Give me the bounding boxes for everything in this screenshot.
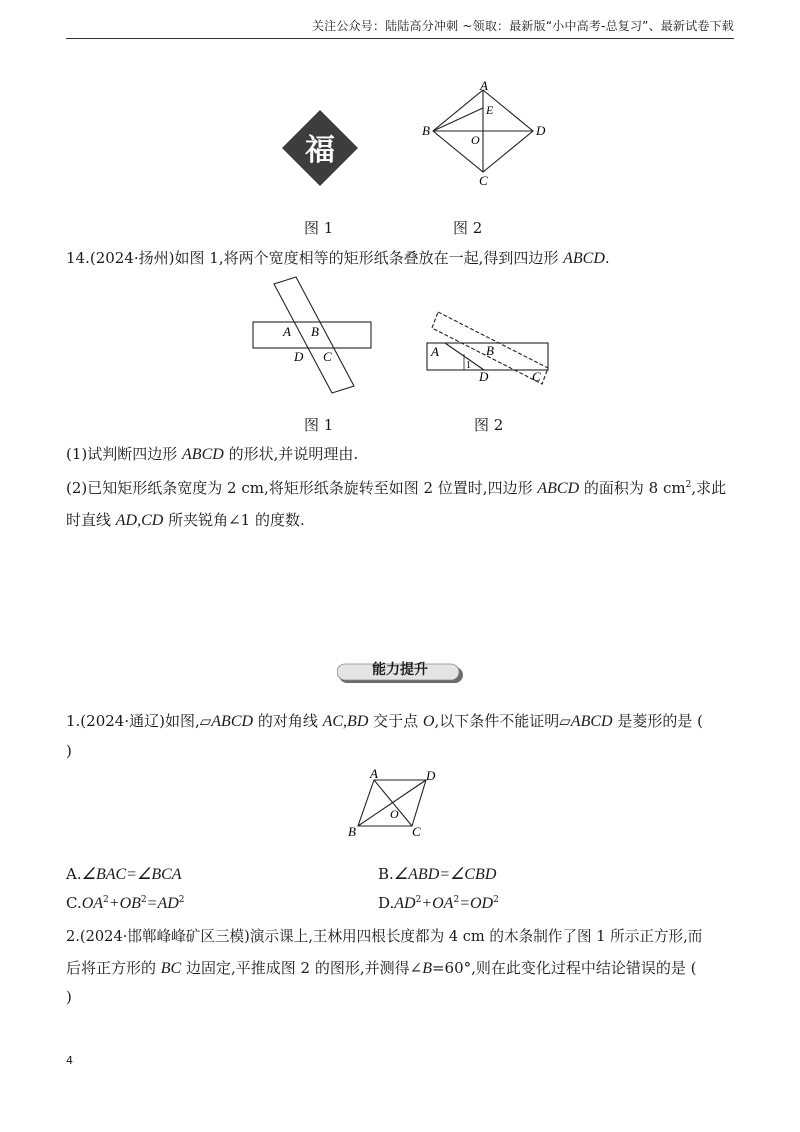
option-b-text: ∠ABD=∠CBD <box>393 866 497 883</box>
q14-shape: ABCD <box>563 250 605 267</box>
option-d-p3: =OD <box>459 895 494 912</box>
q1-mid2: 交于点 <box>368 712 423 730</box>
q14-part1-b: 的形状,并说明理由. <box>223 445 359 463</box>
q14-suffix: . <box>604 249 610 267</box>
option-a-label: A. <box>66 865 82 883</box>
q14-prefix: 14.(2024·扬州)如图 1,将两个宽度相等的矩形纸条叠放在一起,得到四边形 <box>66 249 564 267</box>
q14-part2-line2-b: 所夹锐角∠1 的度数. <box>163 511 305 529</box>
fig2-caption-top: 图 2 <box>453 219 483 237</box>
q14-figure-2 <box>424 310 552 386</box>
label-c: C <box>532 369 541 384</box>
label-a: A <box>431 344 439 359</box>
segment-be <box>433 108 483 131</box>
option-a-text: ∠BAC=∠BCA <box>81 866 182 883</box>
q1-prefix: 1.(2024·通辽)如图,▱ <box>66 712 212 730</box>
label-d: D <box>536 123 546 138</box>
label-d: D <box>426 768 436 783</box>
page-number: 4 <box>66 1054 73 1067</box>
label-d: D <box>294 349 304 364</box>
option-d-p2: +OA <box>421 895 454 912</box>
section-title: 能力提升 <box>372 662 428 678</box>
label-b: B <box>348 824 356 838</box>
q1-point: O <box>422 713 435 730</box>
q14-part2 <box>66 477 726 498</box>
q2-line2-a: 后将正方形的 <box>66 959 161 977</box>
label-b: B <box>486 343 494 358</box>
label-angle-1: 1 <box>466 360 471 371</box>
rhombus-figure-top <box>420 78 560 190</box>
label-b: B <box>311 324 319 339</box>
q14-part2-line2-a: 时直线 <box>66 511 116 529</box>
page-header <box>66 0 734 39</box>
label-b: B <box>422 123 430 138</box>
q2-line1: 2.(2024·邯郸峰峰矿区三模)演示课上,王林用四根长度都为 4 cm 的木条制作了图 1 所示正方形,而 <box>66 928 703 945</box>
fig1-caption-top: 图 1 <box>304 219 334 237</box>
q1-option-a[interactable] <box>66 864 182 884</box>
q1-shape1: ABCD <box>211 713 254 730</box>
q14-part2-line2 <box>66 509 305 530</box>
segment-ad <box>445 343 484 370</box>
q2-side: BC <box>160 960 182 977</box>
label-c: C <box>479 173 488 188</box>
q1-mid3: ,以下条件不能证明▱ <box>434 712 571 730</box>
q14-part2-lines: AD,CD <box>115 512 164 529</box>
label-a: A <box>283 324 291 339</box>
section-badge <box>337 658 463 684</box>
label-d: D <box>479 369 489 384</box>
fu-diamond-figure <box>280 108 360 188</box>
q1-stem <box>66 710 703 731</box>
q1-parallelogram-figure <box>344 766 436 838</box>
q2-line2-c: =60°,则在此变化过程中结论错误的是 ( <box>431 959 697 977</box>
q2-line2 <box>66 957 697 978</box>
option-c-label: C. <box>66 894 82 912</box>
q14-part2-b: 的面积为 8 cm <box>579 479 686 497</box>
option-c-p1: OA <box>81 895 104 912</box>
label-c: C <box>323 349 332 364</box>
q1-mid1: 的对角线 <box>253 712 323 730</box>
q1-option-c[interactable]: $C.OA^2+OB^2=AD^2$ <box>66 894 185 912</box>
label-a: A <box>370 766 378 781</box>
q2-angle: B <box>422 960 432 977</box>
q1-option-d[interactable]: $D.AD^2+OA^2=OD^2$ <box>378 894 499 912</box>
q14-part2-c: ,求此 <box>691 479 727 497</box>
q14-part2-shape: ABCD <box>537 480 580 497</box>
q14-stem <box>66 247 610 268</box>
option-d-p1: AD <box>394 895 416 912</box>
fu-character: 福 <box>305 133 335 168</box>
q1-suffix: 是菱形的是 ( <box>612 712 703 730</box>
q14-fig2-caption: 图 2 <box>474 416 504 434</box>
q1-paren-close: ) <box>66 742 72 760</box>
label-c: C <box>412 824 421 838</box>
q2-paren-close: ) <box>66 988 72 1006</box>
label-o: O <box>471 133 480 147</box>
option-b-label: B. <box>378 865 394 883</box>
q14-part2-a: (2)已知矩形纸条宽度为 2 cm,将矩形纸条旋转至如图 2 位置时,四边形 <box>66 479 538 497</box>
q1-option-b[interactable] <box>378 864 496 884</box>
q14-part2-sup: 2 <box>685 480 692 490</box>
option-c-p2: +OB <box>108 895 141 912</box>
header-text: 关注公众号：陆陆高分冲刺 ~领取：最新版“小中高考-总复习”、最新试卷下载 <box>311 19 734 33</box>
q1-shape2: ABCD <box>570 713 613 730</box>
q14-part1-a: (1)试判断四边形 <box>66 445 183 463</box>
label-a: A <box>480 78 488 93</box>
q14-part1-shape: ABCD <box>182 446 224 463</box>
q1-diag: AC,BD <box>322 713 369 730</box>
label-e: E <box>486 103 494 117</box>
option-d-label: D. <box>378 894 395 912</box>
q14-figure-1 <box>250 275 376 403</box>
q14-fig1-caption: 图 1 <box>304 416 334 434</box>
label-o: O <box>390 807 399 821</box>
q14-part1 <box>66 443 358 464</box>
q2-line2-b: 边固定,平推成图 2 的图形,并测得∠ <box>181 959 423 977</box>
option-c-p3: =AD <box>146 895 179 912</box>
